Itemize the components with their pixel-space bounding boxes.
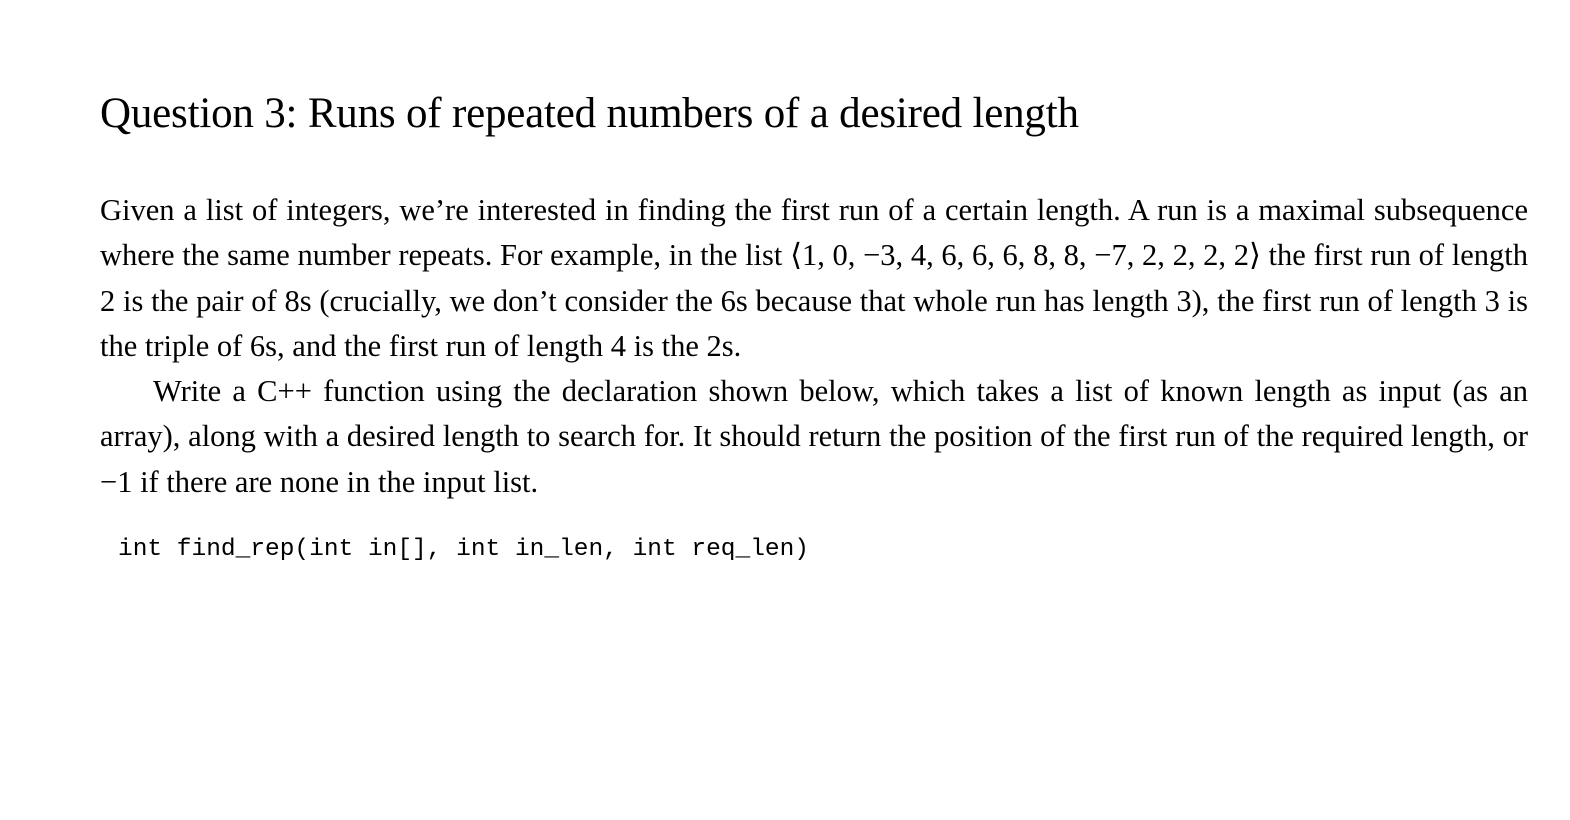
intro-paragraph: Given a list of integers, we’re interested in finding the first run of a certain length. A run is a maximal subsequence where the same number repeats. For example, in the list ⟨1, 0, −3, 4, 6, 6, 6, 8, 8, −7, 2, 2, 2, 2⟩ the first run of length 2 is the pair of 8s (crucially, we don’t consider the 6s because that whole run has length 3), the first run of length 3 is the triple of 6s, and the first run of length 4 is the 2s. — [100, 193, 1528, 363]
function-declaration-code: int find_rep(int in[], int in_len, int req_len) — [118, 536, 810, 563]
question-title: Question 3: Runs of repeated numbers of a desired length — [100, 90, 1079, 137]
task-paragraph: Write a C++ function using the declaration shown below, which takes a list of known length as input (as an array), along with a desired length to search for. It should return the position of the first run of the required length, or −1 if there are none in the input list. — [100, 374, 1528, 499]
document-page — [100, 82, 1528, 505]
